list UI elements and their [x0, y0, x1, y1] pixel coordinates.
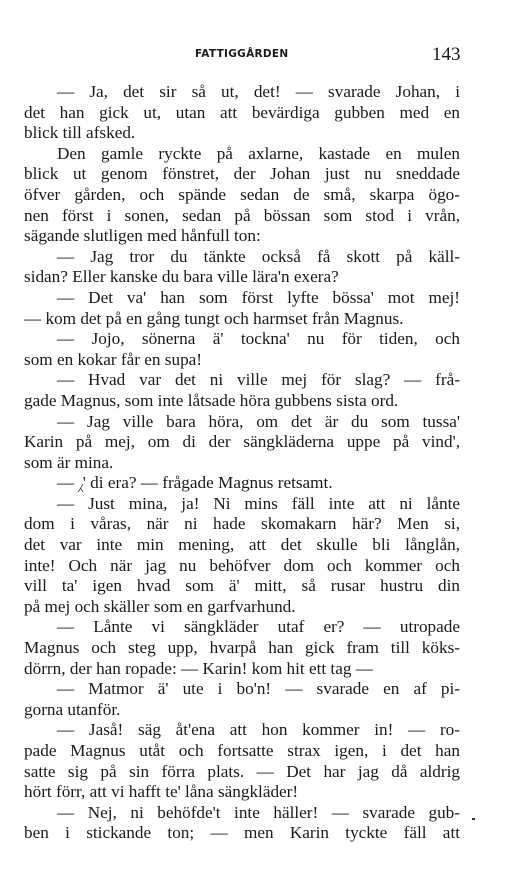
text-line: — Hvad var det ni ville mej för slag? — frå- — [57, 370, 460, 390]
text-line: — Lånte vi sängkläder utaf er? — utropade — [57, 617, 460, 637]
text-line: — kom det på en gång tungt och harmset från Magnus. — [24, 308, 404, 328]
text-line: — Jag ville bara höra, om det är du som tussa' — [57, 411, 460, 431]
page-number: 143 — [432, 44, 461, 65]
text-line: sidan? Eller kanske du bara ville lära'n exera? — [24, 267, 339, 287]
text-line: satte sig på sin förra plats. — Det har jag då aldrig — [24, 761, 460, 781]
text-line: det var inte min mening, att det skulle bli långlån, — [24, 535, 460, 555]
text-line: dörrn, der han ropade: — Karin! kom hit ett tag — — [24, 658, 373, 678]
text-line: — Nej, ni behöfde't inte häller! — svarade gub- — [57, 802, 460, 822]
text-line: det han gick ut, utan att bevärdiga gubben med en — [24, 102, 460, 122]
text-line: Karin på mej, om di der sängkläderna uppe på vind', — [24, 432, 460, 452]
text-line: — Jojo, sönerna ä' tockna' nu för tiden, och — [57, 329, 460, 349]
text-line: — ⁁' di era? — frågade Magnus retsamt. — [57, 473, 333, 493]
text-line: inte! Och när jag nu behöfver dom och kommer och — [24, 555, 460, 575]
text-line: — Matmor ä' ute i bo'n! — svarade en af pi- — [57, 679, 460, 699]
text-line: Magnus och steg upp, hvarpå han gick fram till köks- — [24, 638, 460, 658]
text-line: dom i våras, när ni hade skomakarn här? Men si, — [24, 514, 460, 534]
running-title: FATTIGGÅRDEN — [195, 48, 289, 60]
text-line: gade Magnus, som inte låtsade höra gubbens sista ord. — [24, 390, 399, 410]
text-line: — Ja, det sir så ut, det! — svarade Johan, i — [57, 82, 460, 101]
text-line: pade Magnus utåt och fortsatte strax igen, i det han — [24, 741, 460, 760]
text-line: ben i stickande ton; — men Karin tyckte fäll att — [24, 823, 460, 843]
text-line: nen först i sonen, sedan på bössan som stod i vrån, — [24, 205, 460, 225]
body-text — [24, 82, 460, 844]
text-line: blick ut genom fönstret, der Johan just nu sneddade — [24, 164, 460, 184]
text-line: på mej och skäller som en garfvarhund. — [24, 596, 296, 616]
text-line: sägande slutligen med hånfull ton: — [24, 226, 261, 246]
text-line: som en kokar får en supa! — [24, 349, 203, 369]
text-line: öfver gården, och spände sedan de små, skarpa ögo- — [24, 184, 460, 204]
text-line: — Just mina, ja! Ni mins fäll inte att ni lånte — [57, 493, 460, 513]
stray-ink-mark — [472, 818, 475, 820]
page-header — [0, 44, 520, 68]
text-line: hört förr, att vi hafft te' låna sängkläder! — [24, 782, 299, 802]
text-line: vill ta' igen hvad som ä' mitt, så rusar hustru din — [24, 576, 460, 596]
text-line: som är mina. — [24, 452, 114, 472]
text-line: gorna utanför. — [24, 699, 121, 719]
text-line: — Jaså! säg åt'ena att hon kommer in! — ro- — [57, 720, 460, 740]
text-line: — Det va' han som först lyfte bössa' mot mej! — [57, 287, 460, 307]
text-line: Den gamle ryckte på axlarne, kastade en mulen — [57, 143, 460, 163]
text-line: blick till afsked. — [24, 123, 136, 143]
text-line: — Jag tror du tänkte också få skott på käll- — [57, 246, 460, 266]
